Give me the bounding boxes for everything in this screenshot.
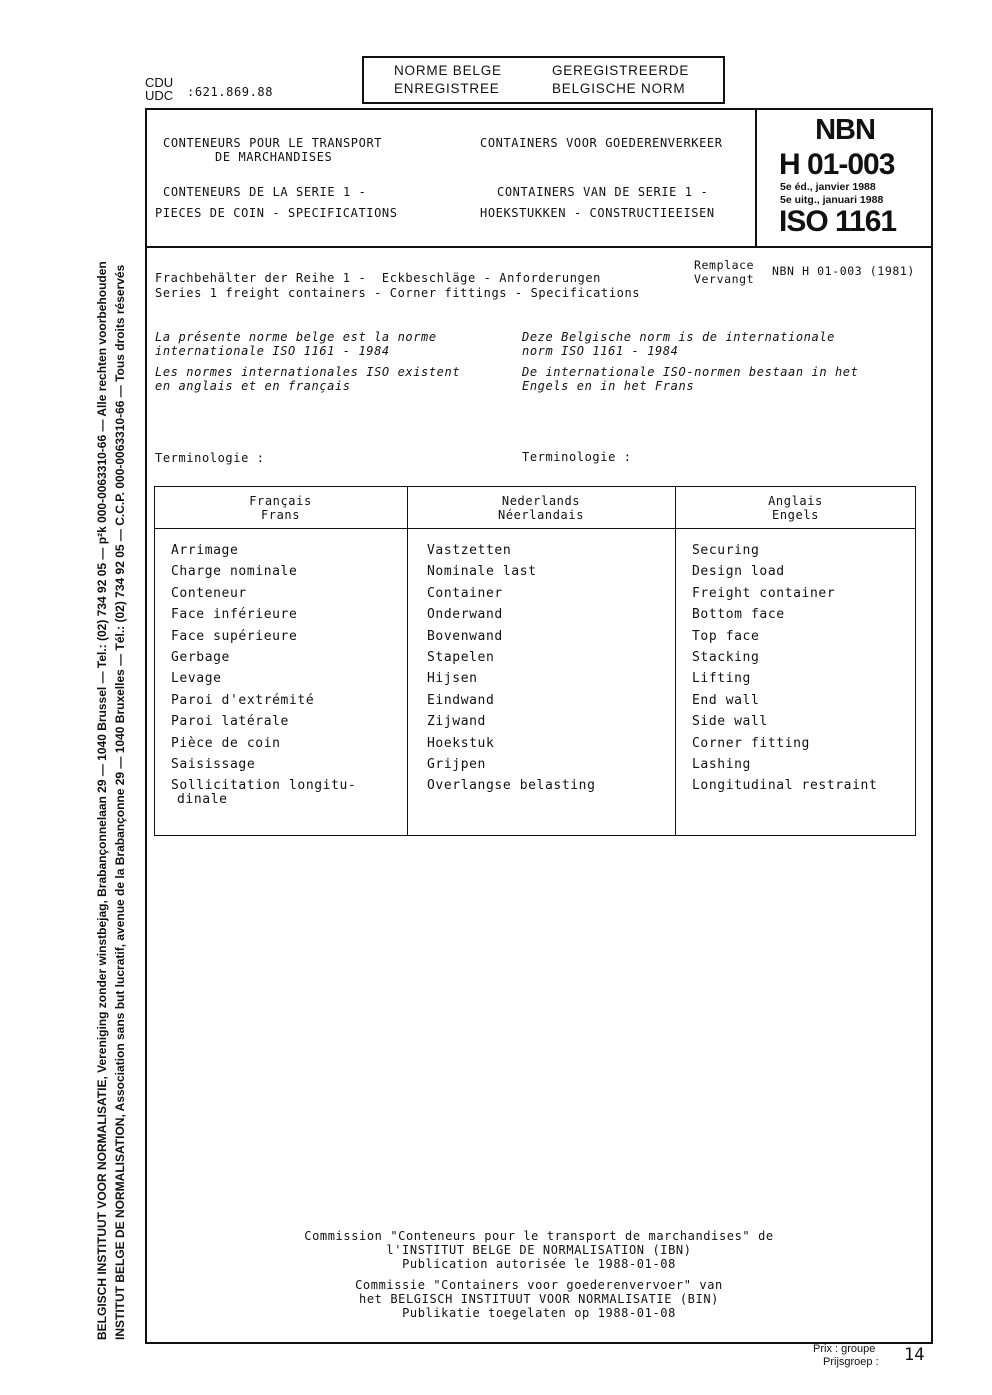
terminology-label-nl: Terminologie :: [522, 450, 632, 464]
table-cell-nl: Hoekstuk: [427, 736, 495, 751]
table-cell-nl: Container: [427, 586, 503, 601]
subtitle-en: Series 1 freight containers - Corner fittings - Specifications: [155, 286, 641, 300]
table-cell-fr: Arrimage: [171, 543, 239, 558]
intro-nl-4: Engels en in het Frans: [522, 379, 695, 393]
title-fr-line3: CONTENEURS DE LA SERIE 1 -: [163, 185, 367, 199]
table-header-divider: [154, 528, 916, 529]
intro-nl-3: De internationale ISO-normen bestaan in het: [522, 365, 859, 379]
intro-fr-1: La présente norme belge est la norme: [155, 330, 437, 344]
table-header-fr: [154, 494, 407, 522]
replaces-label-nl: Vervangt: [694, 272, 755, 286]
table-cell-en: Top face: [692, 629, 760, 644]
table-col-divider-1: [407, 486, 408, 836]
table-cell-en: Design load: [692, 564, 785, 579]
table-cell-fr: Paroi d'extrémité: [171, 693, 315, 708]
cdu-label: CDU: [145, 75, 174, 90]
footer-fr-2: l'INSTITUT BELGE DE NORMALISATION (IBN): [386, 1243, 692, 1257]
table-cell-fr: Paroi latérale: [171, 714, 289, 729]
norm-badge-nl-line2: BELGISCHE NORM: [552, 81, 686, 96]
table-cell-en: Bottom face: [692, 607, 785, 622]
id-edition-nl: 5e uitg., januari 1988: [780, 194, 884, 206]
table-cell-nl: Vastzetten: [427, 543, 512, 558]
intro-fr-2: internationale ISO 1161 - 1984: [155, 344, 390, 358]
table-cell-fr: Conteneur: [171, 586, 247, 601]
title-nl-line1: CONTAINERS VOOR GOEDERENVERKEER: [480, 136, 723, 150]
table-cell-fr: Face supérieure: [171, 629, 298, 644]
table-cell-nl: Hijsen: [427, 671, 478, 686]
norm-badge-nl-line1: GEREGISTREERDE: [552, 63, 690, 78]
id-number: H 01-003: [779, 148, 895, 181]
udc-label: UDC: [145, 88, 174, 103]
title-fr-line4: PIECES DE COIN - SPECIFICATIONS: [155, 206, 398, 220]
table-cell-fr: Levage: [171, 671, 222, 686]
title-nl-line3: CONTAINERS VAN DE SERIE 1 -: [497, 185, 709, 199]
table-header-en: [675, 494, 916, 522]
table-cell-nl: Stapelen: [427, 650, 495, 665]
footer-fr-3: Publication autorisée le 1988-01-08: [402, 1257, 676, 1271]
table-cell-en: Lifting: [692, 671, 751, 686]
footer-fr: [145, 1229, 933, 1271]
title-divider: [145, 246, 933, 248]
norm-badge-fr-line2: ENREGISTREE: [394, 81, 500, 96]
table-cell-fr: Face inférieure: [171, 607, 298, 622]
table-header-nl-line2: Néerlandais: [497, 508, 585, 522]
table-cell-nl: Eindwand: [427, 693, 495, 708]
table-cell-nl: Zijwand: [427, 714, 486, 729]
price-value: 14: [904, 1345, 925, 1365]
title-nl-line4: HOEKSTUKKEN - CONSTRUCTIEEISEN: [480, 206, 715, 220]
title-fr-line2: DE MARCHANDISES: [215, 150, 333, 164]
norm-badge-fr-line1: NORME BELGE: [394, 63, 502, 78]
side-text-fr: INSTITUT BELGE DE NORMALISATION, Association sans but lucratif, avenue de la Brabançonne 29 — 1040 Bruxelles — Tél.: (02) 734 92 05 — C.C.P. 000-0063310-66 — Tous droits réservés: [113, 264, 127, 1340]
table-cell-en: End wall: [692, 693, 760, 708]
price-label-nl: Prijsgroep :: [823, 1356, 879, 1368]
footer-nl: [145, 1278, 933, 1320]
table-header-fr-line1: Français: [249, 494, 312, 508]
side-text-nl: BELGISCH INSTITUUT VOOR NORMALISATIE, Vereniging zonder winstbejag, Brabançonnelaan 29 — 1040 Brussel — Tel.: (02) 734 92 05 — p²k 000-0063310-66 — Alle rechten voorbehouden: [95, 261, 109, 1340]
table-header-nl: [407, 494, 675, 522]
price-label-fr: Prix : groupe: [813, 1343, 876, 1355]
intro-fr-4: en anglais et en français: [155, 379, 351, 393]
intro-fr-3: Les normes internationales ISO existent: [155, 365, 461, 379]
footer-nl-3: Publikatie toegelaten op 1988-01-08: [402, 1306, 676, 1320]
table-cell-fr: Charge nominale: [171, 564, 298, 579]
table-header-nl-line1: Nederlands: [501, 494, 581, 508]
table-cell-fr: Sollicitation longitu-: [171, 778, 357, 793]
title-fr-line1: CONTENEURS POUR LE TRANSPORT: [163, 136, 383, 150]
id-nbn: NBN: [815, 114, 875, 146]
replaces-label-fr: Remplace: [694, 258, 755, 272]
table-cell-fr: Pièce de coin: [171, 736, 281, 751]
table-cell-fr: Saisissage: [171, 757, 256, 772]
table-cell-fr-continuation: dinale: [177, 792, 228, 807]
intro-nl-2: norm ISO 1161 - 1984: [522, 344, 679, 358]
table-cell-nl: Nominale last: [427, 564, 537, 579]
table-cell-en: Lashing: [692, 757, 751, 772]
footer-nl-1: Commissie "Containers voor goederenvervoer" van: [355, 1278, 723, 1292]
table-cell-nl: Bovenwand: [427, 629, 503, 644]
table-cell-en: Longitudinal restraint: [692, 778, 878, 793]
footer-nl-2: het BELGISCH INSTITUUT VOOR NORMALISATIE (BIN): [359, 1292, 719, 1306]
table-cell-en: Corner fitting: [692, 736, 810, 751]
table-cell-en: Side wall: [692, 714, 768, 729]
table-cell-nl: Onderwand: [427, 607, 503, 622]
replaces-value: NBN H 01-003 (1981): [772, 264, 915, 278]
intro-nl-1: Deze Belgische norm is de internationale: [522, 330, 835, 344]
id-iso: ISO 1161: [779, 205, 897, 238]
table-cell-fr: Gerbage: [171, 650, 230, 665]
terminology-label-fr: Terminologie :: [155, 451, 265, 465]
table-cell-en: Stacking: [692, 650, 760, 665]
udc-value: :621.869.88: [187, 85, 274, 99]
table-cell-nl: Overlangse belasting: [427, 778, 596, 793]
table-header-en-line1: Anglais: [768, 494, 823, 508]
table-cell-nl: Grijpen: [427, 757, 486, 772]
table-cell-en: Securing: [692, 543, 760, 558]
table-cell-en: Freight container: [692, 586, 836, 601]
id-edition-fr: 5e éd., janvier 1988: [780, 181, 876, 193]
table-header-fr-line2: Frans: [260, 508, 301, 522]
footer-fr-1: Commission "Conteneurs pour le transport de marchandises" de: [304, 1229, 774, 1243]
table-header-en-line2: Engels: [772, 508, 819, 522]
subtitle-de: Frachbehälter der Reihe 1 - Eckbeschläge - Anforderungen: [155, 271, 602, 285]
table-col-divider-2: [675, 486, 676, 836]
